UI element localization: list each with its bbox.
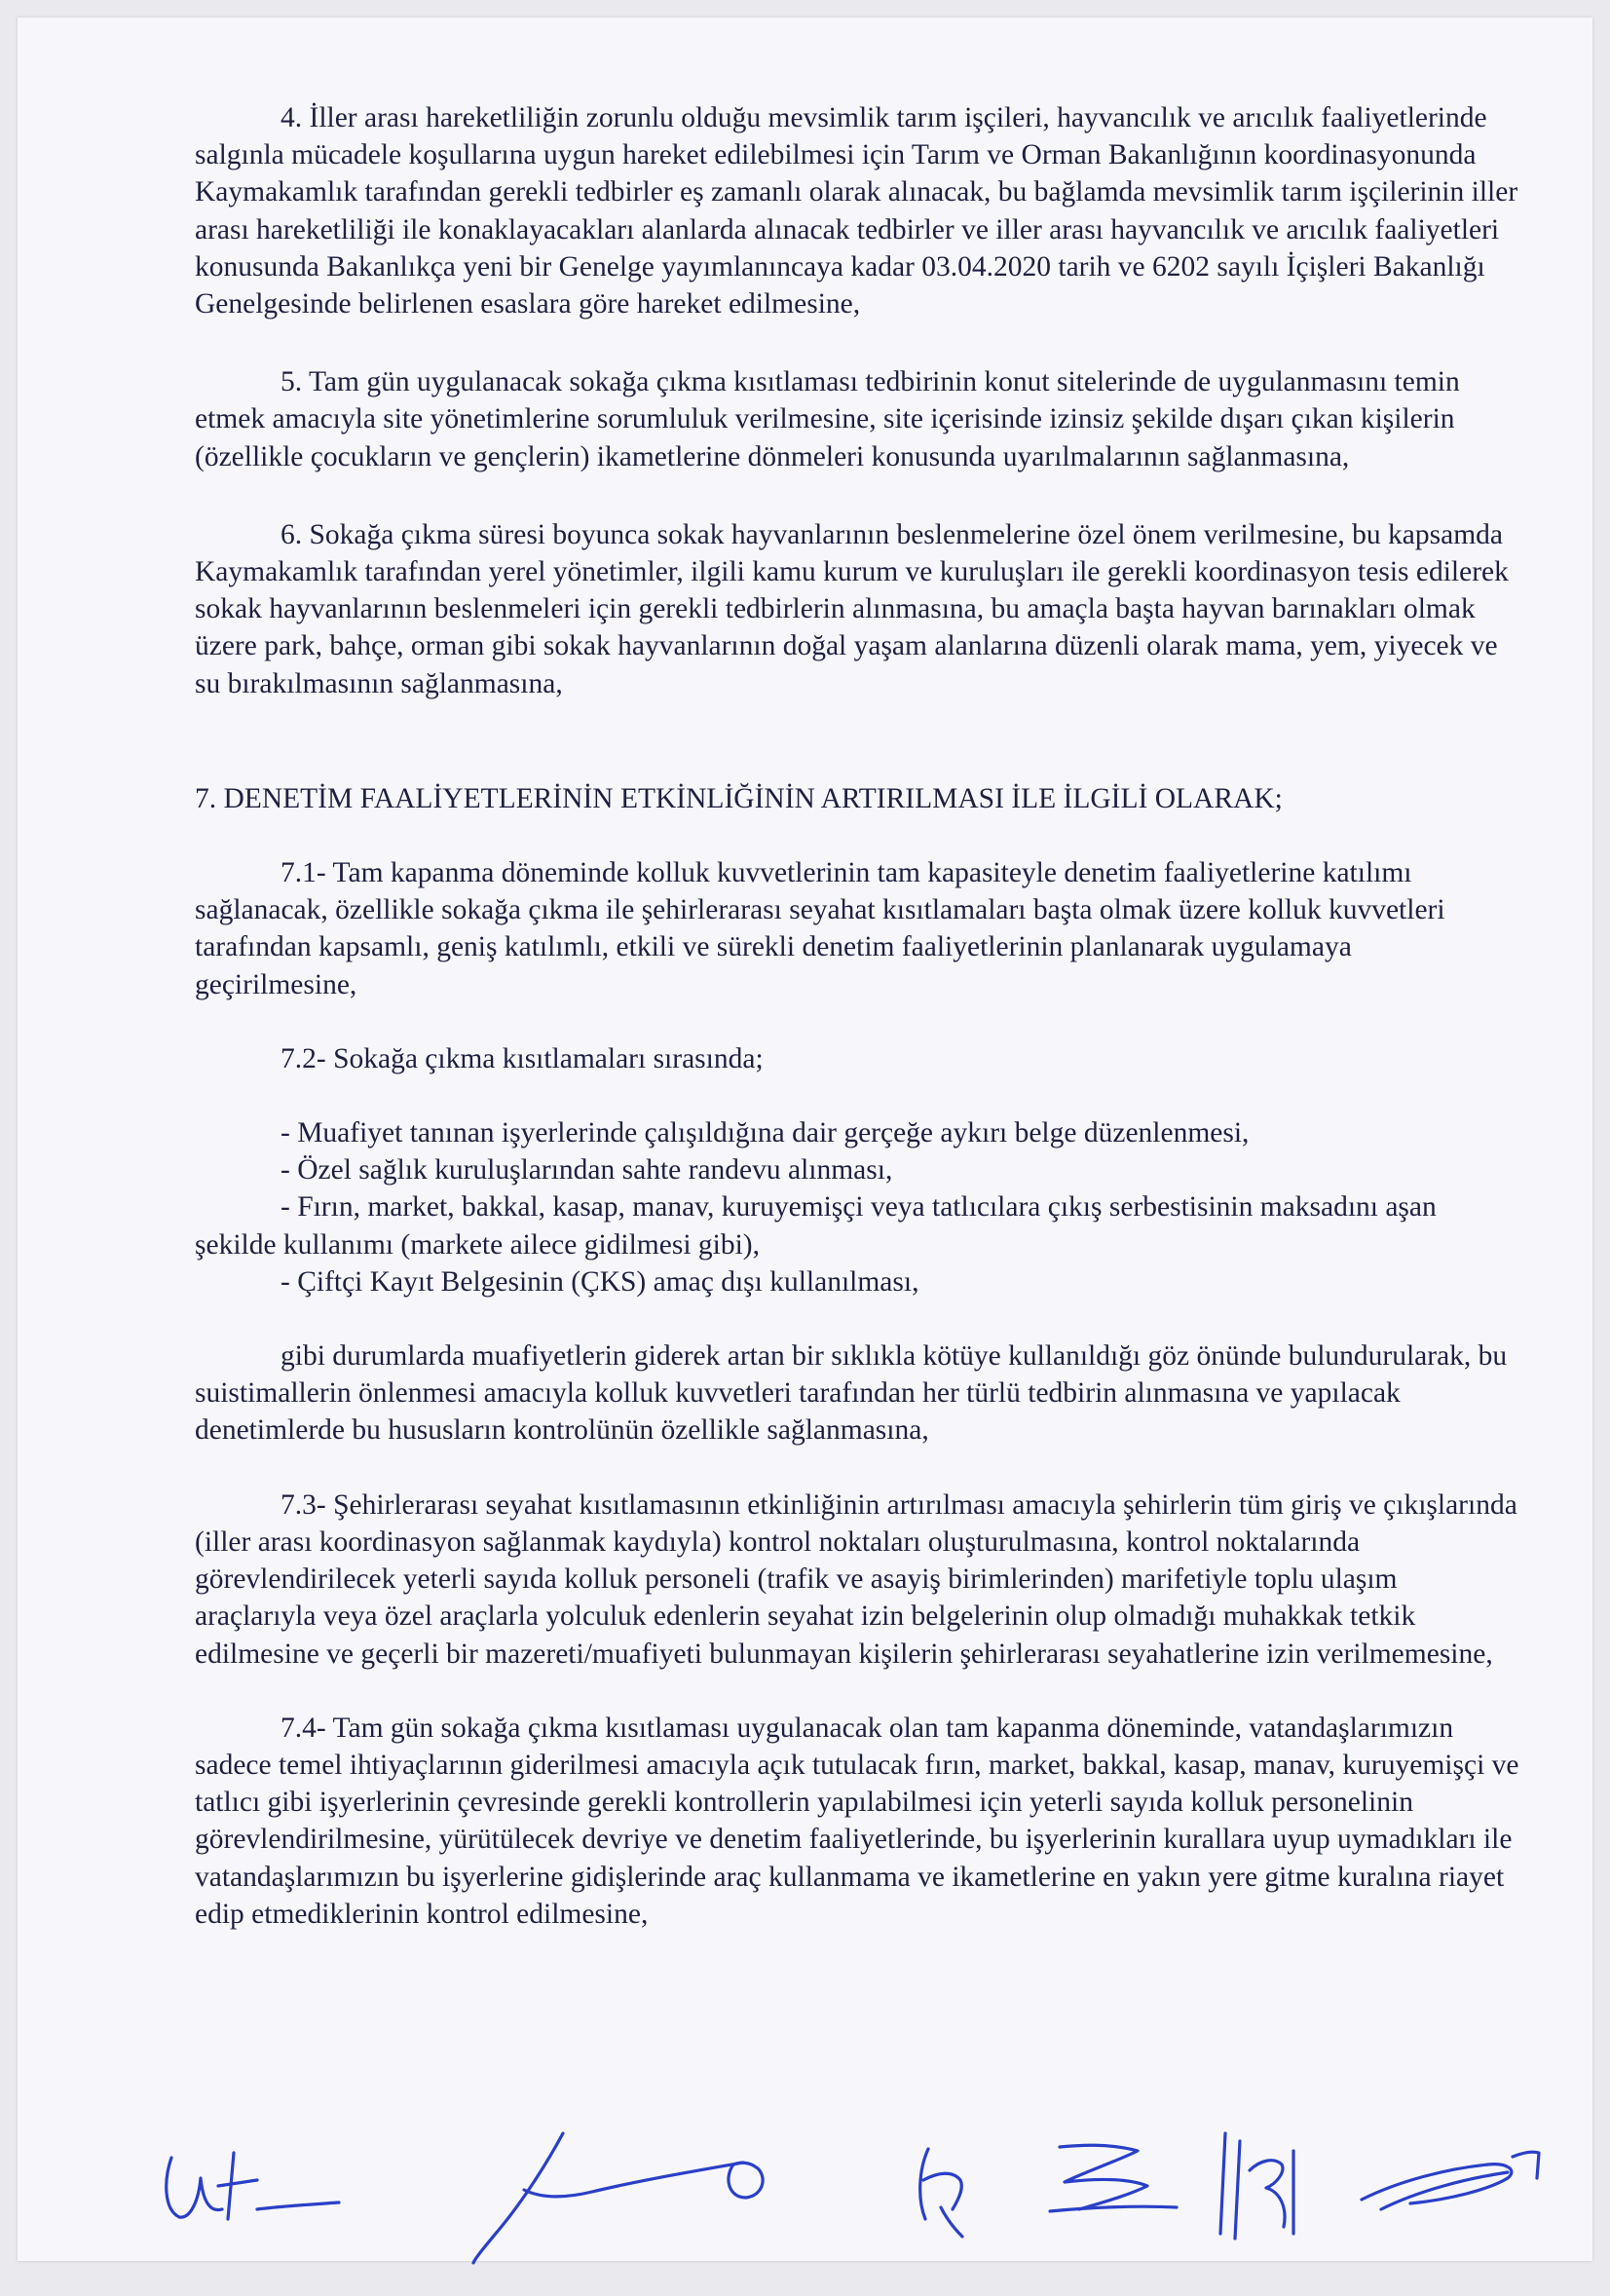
document-page	[18, 18, 1592, 2261]
signature-4	[1050, 2145, 1177, 2211]
list-item: - Özel sağlık kuruluşlarından sahte randevu alınması,	[281, 1154, 893, 1186]
document-body	[195, 99, 1519, 1933]
signature-2	[473, 2133, 763, 2263]
list-item: - Fırın, market, bakkal, kasap, manav, kuruyemişçi veya tatlıcılara çıkış serbestisinin maksadını aşan şekilde kullanımı (markete ailece gidilmesi gibi),	[195, 1191, 1437, 1261]
paragraph-6: 6. Sokağa çıkma süresi boyunca sokak hayvanlarının beslenmelerine özel önem verilmesine, bu kapsamda Kaymakamlık tarafından yerel yönetimler, ilgili kamu kurum ve kuruluşları ile gerekli koordinasyon tesis edilerek sokak hayvanlarının beslenmeleri için gerekli tedbirlerin alınmasına, bu amaçla başta hayvan barınakları olmak üzere park, bahçe, orman gibi sokak hayvanlarının doğal yaşam alanlarına düzenli olarak mama, yem, yiyecek ve su bırakılmasının sağlanmasına,	[195, 518, 1509, 699]
signature-6	[1362, 2152, 1539, 2209]
paragraph-7-3: 7.3- Şehirlerarası seyahat kısıtlamasının etkinliğinin artırılması amacıyla şehirlerin tüm giriş ve çıkışlarında (iller arası koordinasyon sağlanmak kaydıyla) kontrol noktaları oluşturulmasına, kontrol noktalarında görevlendirilecek yeterli sayıda kolluk personeli (trafik ve asayiş birimlerinden) marifetiyle toplu ulaşım araçlarıyla veya özel araçlarla yolculuk edenlerin seyahat izin belgelerinin olup olmadığı muhakkak tetkik edilmesine ve geçerli bir mazereti/muafiyeti bulunmayan kişilerin şehirlerarası seyahatlerine izin verilmemesine,	[195, 1488, 1517, 1670]
signature-3	[920, 2149, 962, 2237]
paragraph-7-2-continued: gibi durumlarda muafiyetlerin giderek artan bir sıklıkla kötüye kullanıldığı göz önünde bulundurularak, bu suistimallerin önlenmesi amacıyla kolluk kuvvetleri tarafından her türlü tedbirin alınmasına ve yapılacak denetimlerde bu hususların kontrolünün özellikle sağlanmasına,	[195, 1340, 1508, 1447]
paragraph-7-2: 7.2- Sokağa çıkma kısıtlamaları sırasında;	[281, 1042, 764, 1074]
paragraph-4: 4. İller arası hareketliliğin zorunlu olduğu mevsimlik tarım işçileri, hayvancılık ve arıcılık faaliyetlerinde salgınla mücadele koşullarına uygun hareket edilebilmesi için Tarım ve Orman Bakanlığının koordinasyonunda Kaymakamlık tarafından gerekli tedbirler eş zamanlı olarak alınacak, bu bağlamda mevsimlik tarım işçilerinin iller arası hareketliliği ile konaklayacakları alanlarda alınacak tedbirler ve iller arası hayvancılık ve arıcılık faaliyetleri konusunda Bakanlıkça yeni bir Genelge yayımlanıncaya kadar 03.04.2020 tarih ve 6202 sayılı İçişleri Bakanlığı Genelgesinde belirlenen esaslara göre hareket edilmesine,	[195, 102, 1518, 320]
paragraph-7-4: 7.4- Tam gün sokağa çıkma kısıtlaması uygulanacak olan tam kapanma döneminde, vatandaşlarımızın sadece temel ihtiyaçlarının giderilmesi amacıyla açık tutulacak fırın, market, bakkal, kasap, manav, kuruyemişçi ve tatlıcı gibi işyerlerinin çevresinde gerekli kontrollerin yapılabilmesi için yeterli sayıda kolluk personelinin görevlendirilmesine, yürütülecek devriye ve denetim faaliyetlerinde, bu işyerlerinin kurallara uyup uymadıkları ile vatandaşlarımızın bu işyerlerine gidişlerinde araç kullanmama ve ikametlerine en yakın yere gitme kuralına riayet edip etmediklerinin kontrol edilmesine,	[195, 1712, 1519, 1930]
paragraph-7-1: 7.1- Tam kapanma döneminde kolluk kuvvetlerinin tam kapasiteyle denetim faaliyetlerine katılımı sağlanacak, özellikle sokağa çıkma ile şehirlerarası seyahat kısıtlamaları başta olmak üzere kolluk kuvvetleri tarafından kapsamlı, geniş katılımlı, etkili ve sürekli denetim faaliyetlerinin planlanarak uygulamaya geçirilmesine,	[195, 857, 1445, 1000]
list-item: - Çiftçi Kayıt Belgesinin (ÇKS) amaç dışı kullanılması,	[281, 1265, 919, 1298]
signatures-row	[18, 2063, 1610, 2296]
signature-1	[167, 2153, 339, 2219]
section-heading-7: 7. DENETİM FAALİYETLERİNİN ETKİNLİĞİNİN ARTIRILMASI İLE İLGİLİ OLARAK;	[195, 782, 1283, 814]
bullet-list	[195, 1114, 1519, 1300]
list-item: - Muafiyet tanınan işyerlerinde çalışıldığına dair gerçeğe aykırı belge düzenlenmesi,	[281, 1117, 1250, 1149]
signature-5	[1220, 2133, 1293, 2239]
paragraph-5: 5. Tam gün uygulanacak sokağa çıkma kısıtlaması tedbirinin konut sitelerinde de uygulanmasını temin etmek amacıyla site yönetimlerine sorumluluk verilmesine, site içerisinde izinsiz şekilde dışarı çıkan kişilerin (özellikle çocukların ve gençlerin) ikametlerine dönmeleri konusunda uyarılmalarının sağlanmasına,	[195, 366, 1460, 472]
